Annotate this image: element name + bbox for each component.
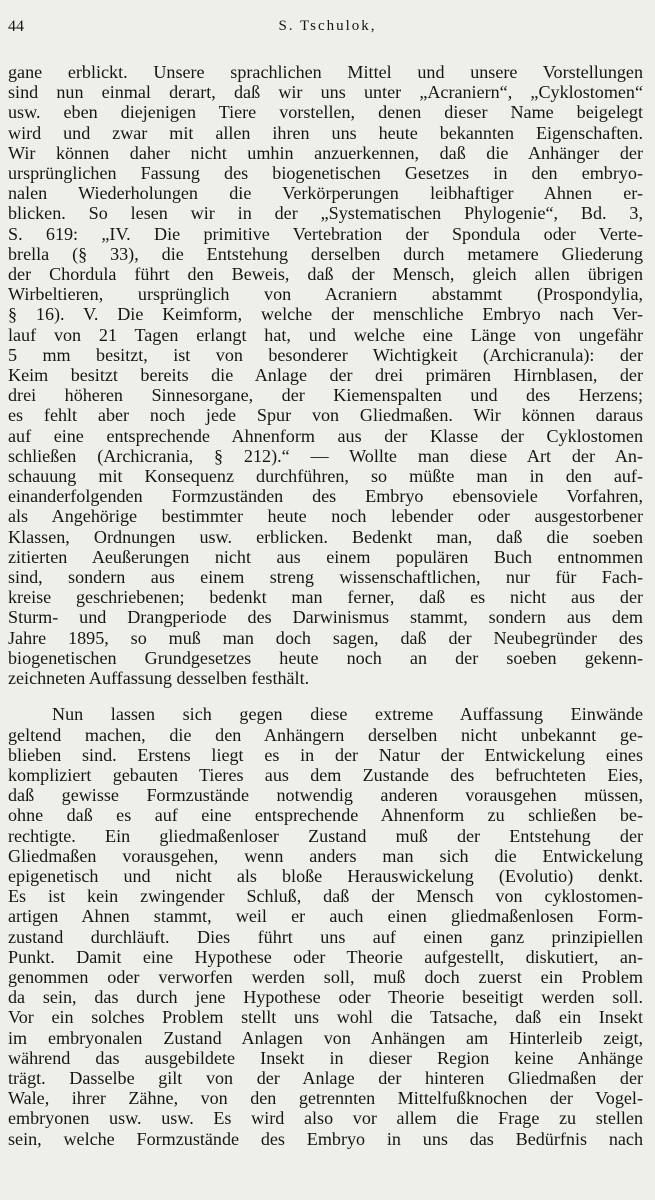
- text-line: genommen oder verworfen werden soll, muß doch zuerst ein Problem: [8, 966, 643, 987]
- text-line: Es ist kein zwingender Schluß, daß der Mensch von cyklostomen-: [8, 886, 643, 907]
- text-line: artigen Ahnen stammt, weil er auch einen gliedmaßenlosen Form-: [8, 906, 643, 927]
- paragraph: [8, 704, 643, 1148]
- text-line: wird und zwar mit allen ihren uns heute bekannten Eigenschaften.: [8, 122, 643, 143]
- text-line: lauf von 21 Tagen erlangt hat, und welche eine Länge von ungefähr: [8, 324, 643, 345]
- text-line: Vor ein solches Problem stellt uns wohl die Tatsache, daß ein Insekt: [8, 1007, 643, 1028]
- text-line: Punkt. Damit eine Hypothese oder Theorie aufgestellt, diskutiert, an-: [8, 946, 643, 967]
- text-line: biogenetischen Grundgesetzes heute noch an der soeben gekenn-: [8, 647, 643, 668]
- text-line: als Angehörige bestimmter heute noch lebender oder ausgestorbener: [8, 506, 643, 527]
- text-line: § 16). V. Die Keimform, welche der menschliche Embryo nach Ver-: [8, 304, 643, 325]
- text-line: sind nun einmal derart, daß wir uns unter „Acraniern“, „Cyklostomen“: [8, 82, 643, 103]
- text-line: usw. eben diejenigen Tiere vorstellen, denen dieser Name beigelegt: [8, 102, 643, 123]
- text-line: einanderfolgenden Formzuständen des Embryo ebensoviele Vorfahren,: [8, 486, 643, 507]
- text-line: brella (§ 33), die Entstehung derselben durch metamere Gliederung: [8, 243, 643, 264]
- text-line: Wale, ihrer Zähne, von den getrennten Mittelfußknochen der Vogel-: [8, 1088, 643, 1109]
- text-line: trägt. Dasselbe gilt von der Anlage der hinteren Gliedmaßen der: [8, 1067, 643, 1088]
- text-line: sein, welche Formzustände des Embryo in uns das Bedürfnis nach: [8, 1128, 643, 1149]
- text-line: kompliziert gebauten Tieres aus dem Zustande des befruchteten Eies,: [8, 764, 643, 785]
- text-line: kreise geschriebenen; bedenkt man ferner, daß es nicht aus der: [8, 587, 643, 608]
- text-line: nalen Wiederholungen die Verkörperungen leibhaftiger Ahnen er-: [8, 183, 643, 204]
- text-line: es fehlt aber noch jede Spur von Gliedmaßen. Wir können daraus: [8, 405, 643, 426]
- text-line: geltend machen, die den Anhängern derselben nicht unbekannt ge-: [8, 724, 643, 745]
- text-line: gane erblickt. Unsere sprachlichen Mittel und unsere Vorstellungen: [8, 62, 643, 82]
- text-line: schauung mit Konsequenz durchführen, so müßte man in den auf-: [8, 466, 643, 487]
- text-line: sind, sondern aus einem streng wissenschaftlichen, nur für Fach-: [8, 567, 643, 588]
- text-line: S. 619: „IV. Die primitive Vertebration der Spondula oder Verte-: [8, 223, 643, 244]
- text-line: drei höheren Sinnesorgane, der Kiemenspalten und des Herzens;: [8, 385, 643, 406]
- text-line: Wir können daher nicht umhin anzuerkennen, daß die Anhänger der: [8, 142, 643, 163]
- text-line: der Chordula führt den Beweis, daß der Mensch, gleich allen übrigen: [8, 264, 643, 285]
- text-line: 5 mm besitzt, ist von besonderer Wichtigkeit (Archicranula): der: [8, 344, 643, 365]
- text-line: blicken. So lesen wir in der „Systematischen Phylogenie“, Bd. 3,: [8, 203, 643, 224]
- text-line: epigenetisch und nicht als bloße Herauswickelung (Evolutio) denkt.: [8, 865, 643, 886]
- text-line: ursprünglichen Fassung des biogenetischen Gesetzes in den embryo-: [8, 163, 643, 184]
- text-line: Jahre 1895, so muß man doch sagen, daß der Neubegründer des: [8, 627, 643, 648]
- text-line: embryonen usw. usw. Es wird also vor allem die Frage zu stellen: [8, 1108, 643, 1129]
- page-number: 44: [8, 18, 24, 35]
- text-line: ohne daß es auf eine entsprechende Ahnenform zu schließen be-: [8, 805, 643, 826]
- text-line: Nun lassen sich gegen diese extreme Auffassung Einwände: [52, 704, 643, 725]
- page-body: [8, 62, 643, 1149]
- text-line: Klassen, Ordnungen usw. erblicken. Bedenkt man, daß die soeben: [8, 526, 643, 547]
- page-header: [8, 18, 643, 46]
- text-line: rechtigte. Ein gliedmaßenloser Zustand muß der Entstehung der: [8, 825, 643, 846]
- text-line: Keim besitzt bereits die Anlage der drei primären Hirnblasen, der: [8, 365, 643, 386]
- text-line: zustand durchläuft. Dies führt uns auf einen ganz prinzipiellen: [8, 926, 643, 947]
- text-line: auf eine entsprechende Ahnenform aus der Klasse der Cyklostomen: [8, 425, 643, 446]
- text-line: zeichneten Auffassung desselben festhält.: [8, 668, 310, 689]
- text-line: da sein, das durch jene Hypothese oder Theorie beseitigt werden soll.: [8, 987, 643, 1008]
- text-line: im embryonalen Zustand Anlagen von Anhängen am Hinterleib zeigt,: [8, 1027, 643, 1048]
- text-line: daß gewisse Formzustände notwendig anderen vorausgehen müssen,: [8, 785, 643, 806]
- running-head: S. Tschulok,: [278, 18, 377, 34]
- text-line: zitierten Aeußerungen nicht aus einem populären Buch entnommen: [8, 546, 643, 567]
- text-line: Wirbeltieren, ursprünglich von Acraniern abstammt (Prospondylia,: [8, 284, 643, 305]
- text-line: schließen (Archicrania, § 212).“ — Wollte man diese Art der An-: [8, 445, 643, 466]
- text-line: Gliedmaßen vorausgehen, wenn anders man sich die Entwickelung: [8, 845, 643, 866]
- text-line: während das ausgebildete Insekt in dieser Region keine Anhänge: [8, 1047, 643, 1068]
- text-line: Sturm- und Drangperiode des Darwinismus stammt, sondern aus dem: [8, 607, 643, 628]
- paragraph: [8, 62, 643, 688]
- text-line: blieben sind. Erstens liegt es in der Natur der Entwickelung eines: [8, 744, 643, 765]
